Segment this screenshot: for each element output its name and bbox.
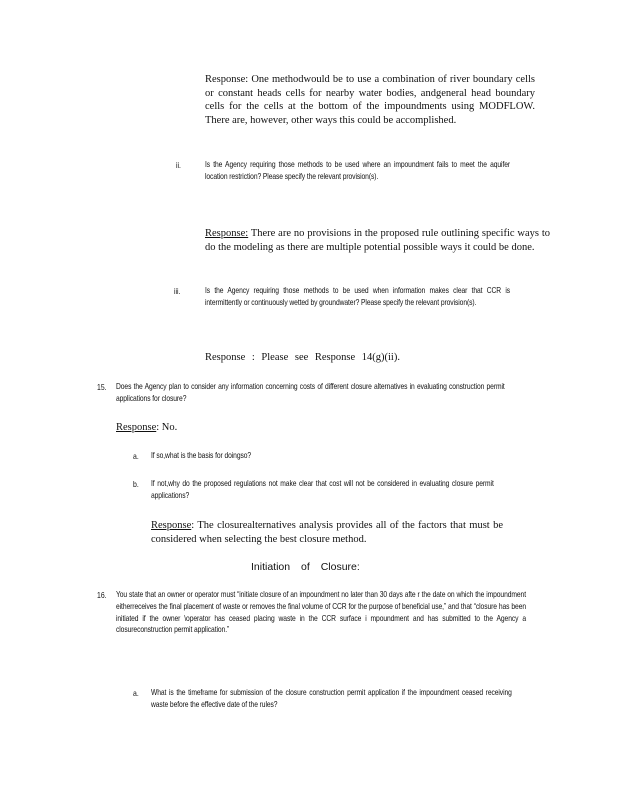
response-label: Response: [205,228,249,239]
question-16a: What is the timeframe for submission of the closure construction permit application if the impoundment ceased receiving waste before the effective date of the rules? [151,688,512,709]
response-text: There are no provisions in the proposed rule outlining specific ways to do the modeling as there are multiple potential possible ways it could be done. [205,228,550,253]
response-text: : The closurealternatives analysis provides all of the factors that must be considered when selecting the best closure method. [151,520,503,545]
question-number-16: 16. [97,590,107,600]
question-16: You state that an owner or operator must “initiate closure of an impoundment no later than 30 days afte r the date on which the impoundment eitherreceives the final placement of waste or removes the final volume of CCR for the purpose of beneficial use,” and that “closure has been initiated if the owner \operator has ceased placing waste in the CCR surface i mpoundment and has submitted to the Agency a closureconstruction permit application.” [116,590,526,635]
sub-marker-16a: a. [133,688,139,698]
question-iii: Is the Agency requiring those methods to be used when information makes clear that CCR is intermittently or continuously wetted by groundwater? Please specify the relevant provision(s). [205,286,511,307]
item-marker-ii: ii. [176,160,181,170]
question-15a: If so,what is the basis for doingso? [151,451,252,460]
sub-marker-15b: b. [133,479,139,489]
section-heading: Initiation of Closure: [251,561,360,573]
response-label: Response [205,352,246,363]
response-label: Response: [205,74,249,85]
response-paragraph-15b [151,519,503,546]
response-paragraph-15 [116,421,316,435]
response-label: Response [116,422,157,433]
item-marker-iii: iii. [174,286,181,296]
response-paragraph-iii [205,351,545,365]
response-text: : No. [156,422,178,433]
question-ii: Is the Agency requiring those methods to be used where an impoundment fails to meet the aquifer location restriction? Please specify the relevant provision(s). [205,160,511,181]
question-15: Does the Agency plan to consider any information concerning costs of different closure alternatives in evaluating construction permit applications for closure? [116,382,505,403]
response-paragraph-1 [205,73,535,127]
response-label: Response [151,520,192,531]
question-number-15: 15. [97,382,107,392]
response-paragraph-ii [205,227,550,254]
response-text: : Please see Response 14(g)(ii). [251,352,400,363]
sub-marker-15a: a. [133,451,139,461]
response-text: One methodwould be to use a combination of river boundary cells or constant heads cells for nearby water bodies, andgeneral head boundary cells for the cells at the bottom of the impoundments using MODFLOW. There are, however, other ways this could be accomplished. [205,74,535,126]
question-15b: If not,why do the proposed regulations not make clear that cost will not be considered in evaluating closure permit applications? [151,479,494,500]
